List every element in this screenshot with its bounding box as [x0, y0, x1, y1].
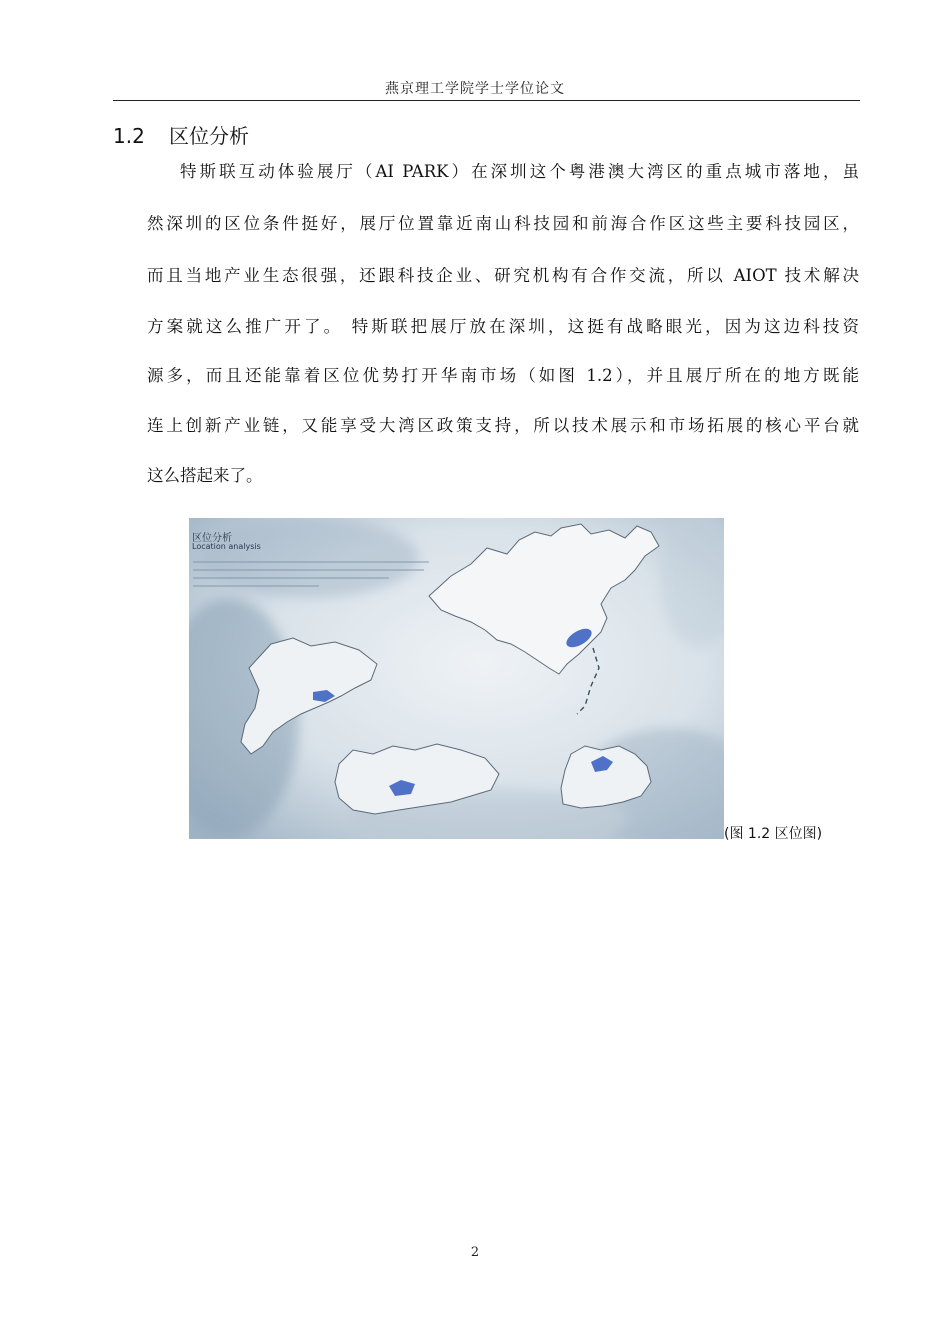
paragraph-line: 特斯联互动体验展厅（AI PARK）在深圳这个粤港澳大湾区的重点城市落地，虽 [180, 162, 859, 181]
paragraph-line: 这么搭起来了。 [147, 466, 263, 485]
paragraph-line: 然深圳的区位条件挺好，展厅位置靠近南山科技园和前海合作区这些主要科技园区， [147, 214, 859, 233]
location-map [189, 518, 724, 839]
figure-title-en: Location analysis [192, 542, 261, 551]
figure-caption: (图 1.2 区位图) [724, 826, 823, 842]
header-title: 燕京理工学院学士学位论文 [385, 81, 565, 97]
section-number: 1.2 [113, 124, 145, 148]
paragraph-line: 而且当地产业生态很强，还跟科技企业、研究机构有合作交流，所以 AIOT 技术解决 [147, 266, 859, 285]
paragraph-line: 方案就这么推广开了。 特斯联把展厅放在深圳，这挺有战略眼光，因为这边科技资 [147, 317, 859, 336]
page-number: 2 [470, 1245, 480, 1260]
header-rule [113, 100, 860, 101]
section-heading [113, 120, 249, 149]
section-title: 区位分析 [169, 124, 249, 148]
figure-title-cn: 区位分析 [192, 533, 232, 544]
paragraph-line: 源多，而且还能靠着区位优势打开华南市场（如图 1.2），并且展厅所在的地方既能 [147, 366, 859, 385]
location-map-figure [189, 518, 724, 839]
paragraph-line: 连上创新产业链，又能享受大湾区政策支持，所以技术展示和市场拓展的核心平台就 [147, 416, 859, 435]
